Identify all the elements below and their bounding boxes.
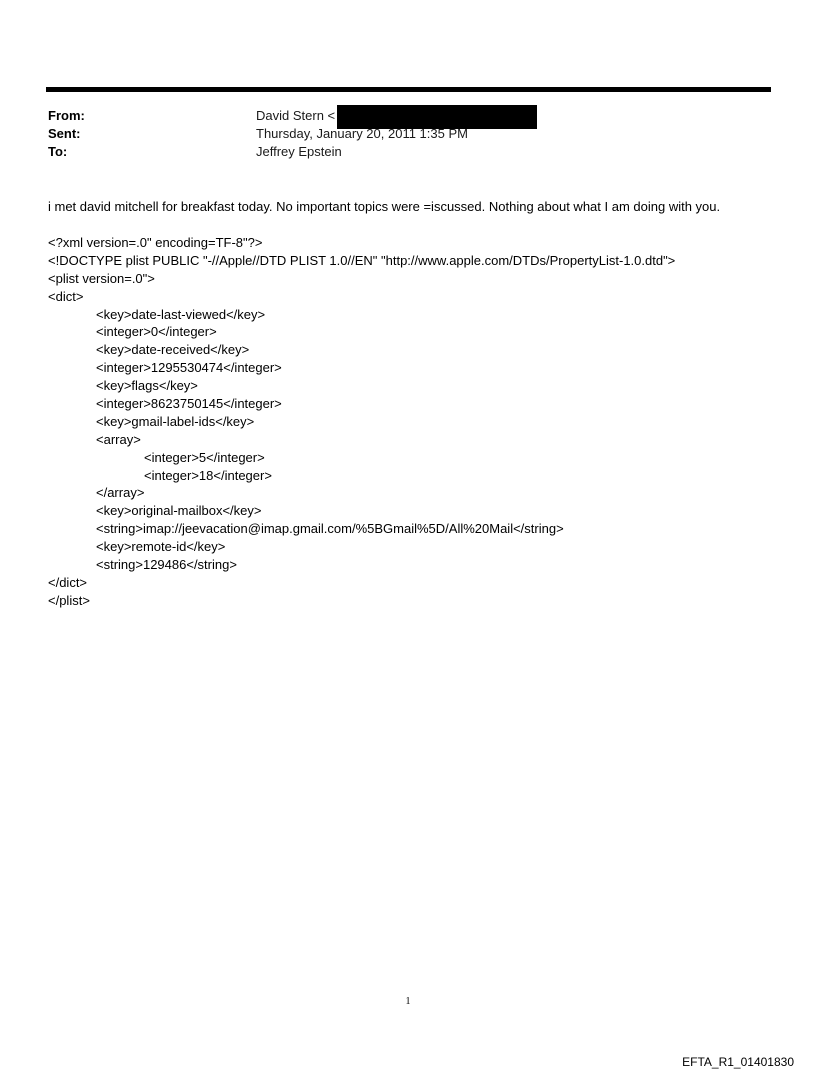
plist-line: <array>	[96, 431, 141, 447]
plist-line: </plist>	[48, 592, 90, 608]
from-label: From:	[48, 108, 85, 123]
message-body: i met david mitchell for breakfast today. No important topics were =iscussed. Nothing about what I am doing with you.	[48, 199, 721, 214]
plist-line: <!DOCTYPE plist PUBLIC "-//Apple//DTD PLIST 1.0//EN" "http://www.apple.com/DTDs/PropertyList-1.0.dtd">	[48, 252, 676, 268]
from-value: David Stern <	[256, 108, 336, 123]
plist-line: <plist version=.0">	[48, 270, 155, 286]
plist-line: <string>129486</string>	[96, 557, 237, 573]
plist-line: <integer>8623750145</integer>	[96, 396, 282, 412]
plist-line: <?xml version=.0" encoding=TF-8"?>	[48, 235, 263, 250]
plist-line: <key>date-received</key>	[96, 342, 250, 358]
sent-label: Sent:	[48, 126, 81, 141]
plist-block	[48, 234, 675, 610]
plist-line: <integer>0</integer>	[96, 324, 217, 340]
plist-line: <key>gmail-label-ids</key>	[96, 413, 255, 429]
to-label: To:	[48, 144, 68, 159]
plist-line: <integer>5</integer>	[144, 449, 265, 465]
plist-line: <string>imap://jeevacation@imap.gmail.com/%5BGmail%5D/All%20Mail</string>	[96, 521, 564, 537]
plist-line: <dict>	[48, 288, 84, 304]
plist-line: </array>	[96, 485, 145, 501]
plist-line: <key>remote-id</key>	[96, 539, 226, 555]
page-number: 1	[405, 996, 411, 1007]
header-divider-rule	[46, 87, 771, 92]
sent-value: Thursday, January 20, 2011 1:35 PM	[256, 126, 468, 141]
plist-line: <key>date-last-viewed</key>	[96, 306, 266, 322]
plist-line: </dict>	[48, 574, 88, 590]
plist-line: <key>flags</key>	[96, 378, 198, 394]
plist-line: <integer>1295530474</integer>	[96, 360, 282, 376]
to-value: Jeffrey Epstein	[256, 144, 342, 159]
plist-line: <integer>18</integer>	[144, 467, 272, 483]
plist-line: <key>original-mailbox</key>	[96, 503, 262, 519]
document-id: EFTA_R1_01401830	[682, 1055, 794, 1069]
